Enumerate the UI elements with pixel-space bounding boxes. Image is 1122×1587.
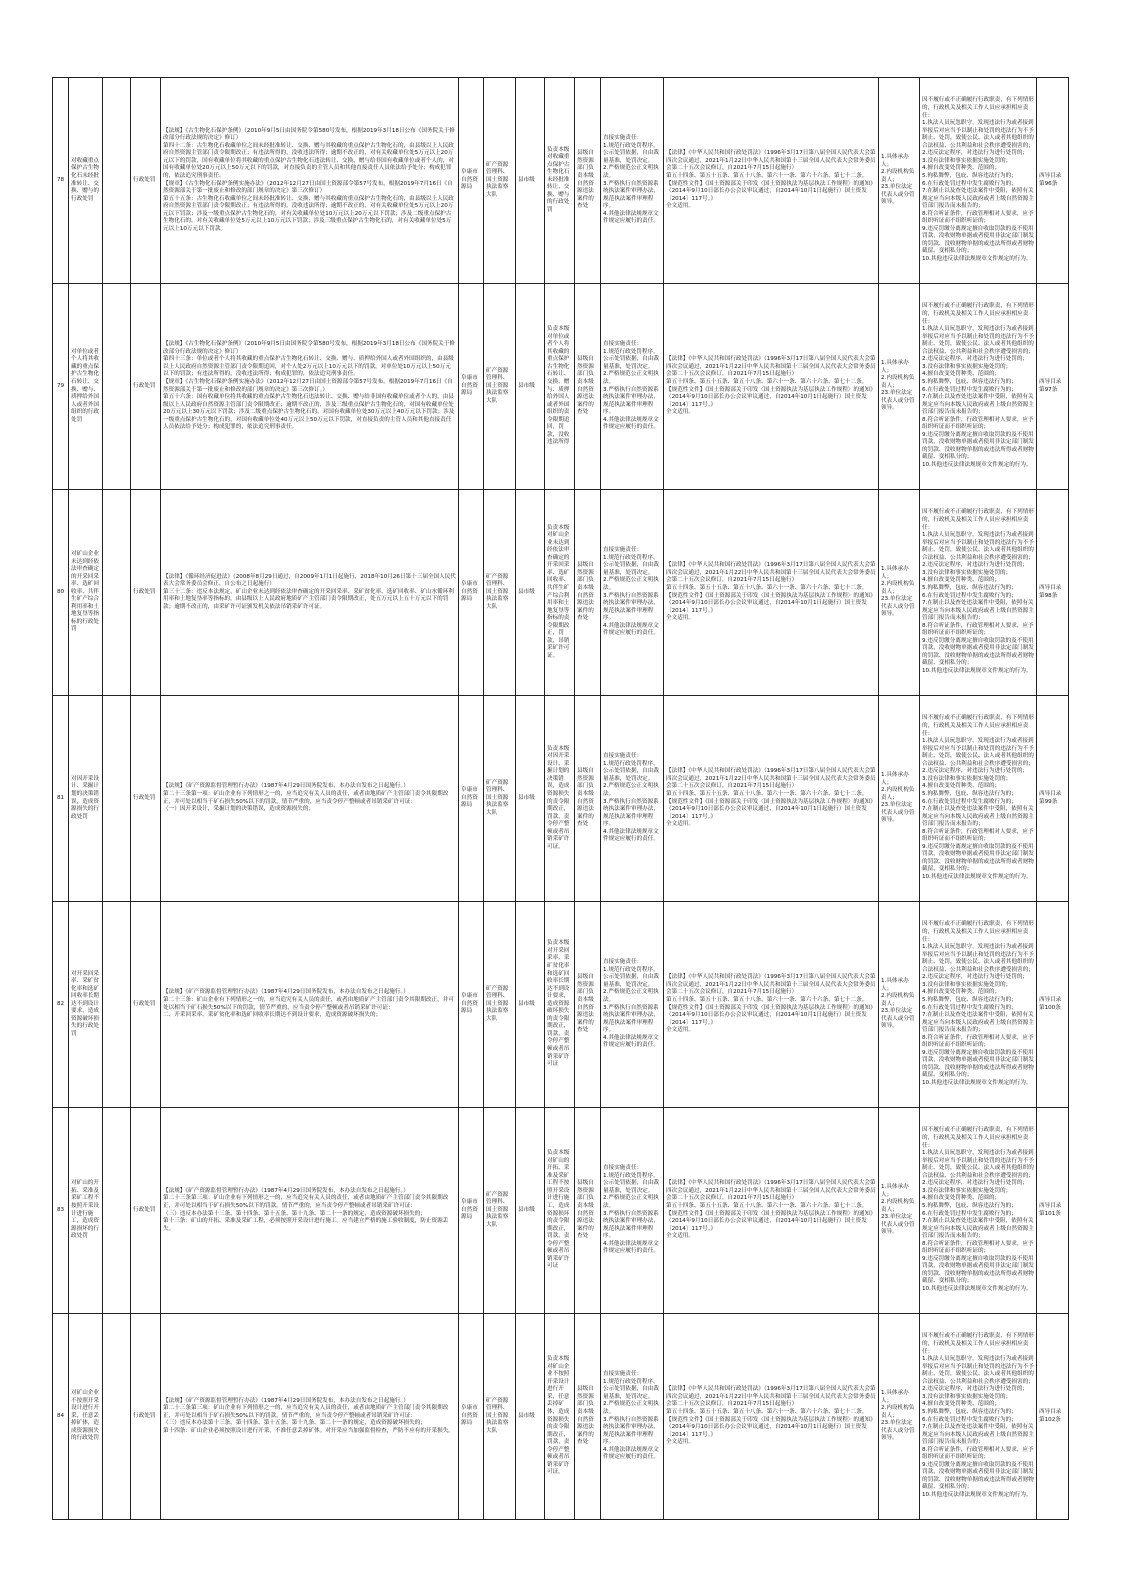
duty-content: 负责本级对因开采设计、采掘计划的决策错误，造成资源损失的责令限期改正，罚款，责令停产整顿或者吊销采矿许可证。 (545, 696, 575, 902)
responsibility-basis: 【法律】《中华人民共和国行政处罚法》（1996年3月17日第八届全国人民代表大会第四次会议通过，2021年1月22日中华人民共和国第十三届全国人民代表大会常务委员会第二十五次会议修订，自2021年7月15日起施行） 第五十四条、第五十五条、第五十八条、第六十一条、第六十六条、第七十二条。 【规范性文件】《国土资源部关于印发〈国土资源执法为基层执法工作规程〉的通知》（2014年9月10日部长办公会议审议通过，自2014年10月1日起施行）国土资发〔2014〕117号。》 全文适用。 (664, 1314, 879, 1520)
accountability-situations: 因不履行或不正确履行行政职责，有下列情形的，行政机关及相关工作人员应承担相应责任： 1.执法人员玩忽职守，发现违法行为或者接到举报后对应当予以制止和处罚的违法行为不予制止、处罚，致使公民、法人或者其他组织的合法权益、公共利益和社会秩序遭受损害的； 2.违反法定程序，对违法行为进行处罚的； 3.没有法律和事实依据实施处罚的； 4.擅自改变处罚种类、范围的； 5.徇私舞弊，包庇、纵容违法行为的； 6.在行政处罚过程中发生腐败行为的； 7.在制止以及查处违法案件中受阻，依照有关规定应当向本级人民政府或者上级自然资源主管部门报告而未报告的； 8.符合听证条件，行政管理相对人要求，应予组织听证而不组织听证的； 9.违反罚缴分离规定擅自收取罚款的及不使用罚款，没收财物单据或者使用非法定部门制发的罚款、没收财物单据的或违法所得或者财物截留、变相私分的； 10.其他违反法律法规规章文件规定的行为。 (920, 696, 1037, 902)
table-row (53, 1108, 1069, 1314)
responsibility-items: 直接实施责任： 1.规范行政处罚程序，公示处罚依据，自由裁量基准，处罚决定。 2.严格规范公正文明执法。 3.严格执行自然资源系统执法案件审理办法，规范执法案件审理程序。 4.其他法律法规规章文件规定应履行的责任。 (601, 1314, 664, 1520)
accountability-situations: 因不履行或不正确履行行政职责，有下列情形的，行政机关及相关工作人员应承担相应责任： 1.执法人员玩忽职守，发现违法行为或者接到举报后对应当予以制止和处罚的违法行为不予制止、处罚，致使公民、法人或者其他组织的合法权益、公共利益和社会秩序遭受损害的； 2.违反法定程序，对违法行为进行处罚的； 3.没有法律和事实依据实施处罚的； 4.擅自改变处罚种类、范围的； 5.徇私舞弊，包庇、纵容违法行为的； 6.在行政处罚过程中发生腐败行为的； 7.在制止以及查处违法案件中受阻，依照有关规定应当向本级人民政府或者上级自然资源主管部门报告而未报告的； 8.符合听证条件，行政管理相对人要求，应予组织听证而不组织听证的； 9.违反罚缴分离规定擅自收取罚款的及不使用罚款，没收财物单据或者使用非法定部门制发的罚款、没收财物单据的或违法所得或者财物截留、变相私分的； 10.其他违反法律法规规章文件规定的行为。 (920, 490, 1037, 696)
sub-item (103, 902, 131, 1108)
responsibility-items: 直接实施责任： 1.规范行政处罚程序，公示处罚依据，自由裁量基准，处罚决定。 2.严格规范公正文明执法。 3.严格执行自然资源系统执法案件审理办法，规范执法案件审理程序。 4.其他法律法规规章文件规定应履行的责任。 (601, 284, 664, 490)
responsible-org: 矿产资源管理科、国土资源执法监察大队 (484, 1108, 516, 1314)
responsibility-basis: 【法律】《中华人民共和国行政处罚法》（1996年3月17日第八届全国人民代表大会第四次会议通过，2021年1月22日中华人民共和国第十三届全国人民代表大会常务委员会第二十五次会议修订，自2021年7月15日起施行） 第五十四条、第五十五条、第五十八条、第六十一条、第六十六条、第七十二条。 【规范性文件】《国土资源部关于印发〈国土资源执法为基层执法工作规程〉的通知》（2014年9月10日部长办公会议审议通过，自2014年10月1日起施行）国土资发〔2014〕117号。》 全文适用。 (664, 1108, 879, 1314)
remark: 西导目录第102条 (1037, 1314, 1069, 1520)
duty-division: 县级自然资源部门负责本级自然资源违法案件的查处 (575, 902, 601, 1108)
table-row (53, 284, 1069, 490)
row-number: 81 (53, 696, 69, 902)
item-name: 对收藏重点保护古生物化石未经批准转让、交换、赠与的行政处罚 (69, 78, 103, 284)
sub-item (103, 78, 131, 284)
item-name: 对因开采设计、采掘计划的决策错误，造成资源损失的行政处罚 (69, 696, 103, 902)
item-name: 对矿山的开拓、采准及采矿工程不按照开采设计进行施工，造成资源损坏的行政处罚 (69, 1108, 103, 1314)
power-type: 行政处罚 (131, 78, 161, 284)
implementing-subject: 阜康市自然资源局 (459, 1314, 484, 1520)
exercise-level: 县市级 (516, 284, 545, 490)
legal-basis: 【法规】《矿产资源监督管理暂行办法》（1987年4月29日国务院发布，本办法自发布之日起施行。） 第二十三条第一项：矿山企业有下列情形之一的，应当追究有关人员的责任，或者由地质矿产主管部门责令其限期改正，并可处以相当于矿石损失50%以下的罚款，情节严重的，应当责令停产整顿或者吊销采矿许可证： （一）因开采设计，采掘计划的决策错误，造成资源损失的； (161, 696, 459, 902)
item-name: 对开采回采率、采矿贫化率和选矿回收率长期达不到设计要求，造成资源破坏损失的行政处罚 (69, 902, 103, 1108)
row-number: 82 (53, 902, 69, 1108)
power-type: 行政处罚 (131, 696, 161, 902)
exercise-level: 县市级 (516, 78, 545, 284)
implementing-subject: 阜康市自然资源局 (459, 490, 484, 696)
table-row (53, 490, 1069, 696)
item-name: 对矿山企业未达到经依法审查确定的开采回采率、选矿回收率、共伴生矿产综合利用率和土地复垦等指标的行政处罚 (69, 490, 103, 696)
responsible-persons: 1.具体承办人； 2.内设机构负责人； 23.单位法定代表人或分管领导。 (879, 490, 920, 696)
responsible-persons: 1.具体承办人； 2.内设机构负责人； 23.单位法定代表人或分管领导。 (879, 1108, 920, 1314)
exercise-level: 县市级 (516, 1108, 545, 1314)
responsible-persons: 1.具体承办人； 2.内设机构负责人； 23.单位法定代表人或分管领导。 (879, 902, 920, 1108)
remark: 西导目录第98条 (1037, 490, 1069, 696)
table-row (53, 696, 1069, 902)
responsible-persons: 1.具体承办人； 2.内设机构负责人； 23.单位法定代表人或分管领导。 (879, 696, 920, 902)
legal-basis: 【法规】《矿产资源监督管理暂行办法》（1987年4月29日国务院发布，本办法自发布之日起施行。） 第二十三条第三项：矿山企业有下列情形之一的，应当追究有关人员的责任，或者由地质矿产主管部门责令其限期改正，并可处以相当于矿石损失50%以下的罚款，情节严重的，应当责令停产整顿或者吊销采矿许可证： （三）违反本办法第十三条、第十四条、第十五条、第十九条、第二十一条的规定，造成资源破坏损失的； 第十三条：矿山的开拓、采准及采矿工程，必须按照开采设计进行施工。应当建立严格的施工验收制度，防止资源丢失。 (161, 1108, 459, 1314)
remark: 西导目录第96条 (1037, 78, 1069, 284)
responsible-org: 矿产资源管理科、国土资源执法监察大队 (484, 78, 516, 284)
responsibility-items: 直接实施责任： 1.规范行政处罚程序，公示处罚依据，自由裁量基准，处罚决定。 2.严格规范公正文明执法。 3.严格执行自然资源系统执法案件审理办法，规范执法案件审理程序。 4.其他法律法规规章文件规定应履行的责任。 (601, 696, 664, 902)
duty-division: 县级自然资源部门负责本级自然资源违法案件的查处 (575, 1314, 601, 1520)
responsible-org: 矿产资源管理科、国土资源执法监察大队 (484, 902, 516, 1108)
responsibility-table (52, 77, 1069, 1520)
row-number: 83 (53, 1108, 69, 1314)
duty-division: 县级自然资源部门负责本级自然资源违法案件的查处 (575, 1108, 601, 1314)
responsibility-items: 直接实施责任： 1.规范行政处罚程序，公示处罚依据，自由裁量基准，处罚决定。 2.严格规范公正文明执法。 3.严格执行自然资源系统执法案件审理办法，规范执法案件审理程序。 4.其他法律法规规章文件规定应履行的责任。 (601, 1108, 664, 1314)
legal-basis: 【法规】《古生物化石保护条例》（2010年9月5日由国务院令第580号发布，根据2019年3月18日公布《国务院关于修改部分行政法规的决定》修订） 第四十二条：古生物化石收藏单位之间未经批准转让、交换、赠与其收藏的重点保护古生物化石的，由县级以上人民政府自然资源主管部门责令限期改正；有违法所得的，没收违法所得；逾期不改正的，对有关收藏单位处5万元以上20万元以下的罚款，国有收藏单位将其收藏的重点保护古生物化石违法转让、交换、赠与给非国有收藏单位或者个人的，对国有收藏单位处20万元以上50万元以下的罚款，对直接负责的主管人员和其他直接责任人员依法给予处分；构成犯罪的，依法追究刑事责任。 【规章】《古生物化石保护条例实施办法》（2012年12月27日由国土资源部令第57号发布，根据2019年7月16日《自然资源部关于第一批废止和修改的部门规章的决定》第三次修订） 第五十五条：古生物化石收藏单位之间未经批准转让、交换、赠与其收藏的重点保护古生物化石的，由县级以上人民政府自然资源主管部门责令限期改正；有违法所得的，没收违法所得；逾期不改正的，对有关收藏单位处5万元以上20万元以下罚款；涉及一级重点保护古生物化石的，对有关收藏单位处10万元以上20万元以下罚款；涉及二级重点保护古生物化石的，对有关收藏单位处5万元以上10万元以下罚款；涉及三级重点保护古生物化石的，对有关收藏单位处5万元以上10万元以下罚款。 (161, 78, 459, 284)
table-row (53, 902, 1069, 1108)
responsibility-basis: 【法律】《中华人民共和国行政处罚法》（1996年3月17日第八届全国人民代表大会第四次会议通过，2021年1月22日中华人民共和国第十三届全国人民代表大会常务委员会第二十五次会议修订，自2021年7月15日起施行） 第五十四条、第五十五条、第五十八条、第六十一条、第六十六条、第七十二条。 【规范性文件】《国土资源部关于印发〈国土资源执法为基层执法工作规程〉的通知》（2014年9月10日部长办公会议审议通过，自2014年10月1日起施行）国土资发〔2014〕117号。》 全文适用。 (664, 78, 879, 284)
sub-item (103, 284, 131, 490)
row-number: 84 (53, 1314, 69, 1520)
accountability-situations: 因不履行或不正确履行行政职责，有下列情形的，行政机关及相关工作人员应承担相应责任： 1.执法人员玩忽职守，发现违法行为或者接到举报后对应当予以制止和处罚的违法行为不予制止、处罚，致使公民、法人或者其他组织的合法权益、公共利益和社会秩序遭受损害的； 2.违反法定程序，对违法行为进行处罚的； 3.没有法律和事实依据实施处罚的； 4.擅自改变处罚种类、范围的； 5.徇私舞弊，包庇、纵容违法行为的； 6.在行政处罚过程中发生腐败行为的； 7.在制止以及查处违法案件中受阻，依照有关规定应当向本级人民政府或者上级自然资源主管部门报告而未报告的； 8.符合听证条件，行政管理相对人要求，应予组织听证而不组织听证的； 9.违反罚缴分离规定擅自收取罚款的及不使用罚款，没收财物单据或者使用非法定部门制发的罚款、没收财物单据的或违法所得或者财物截留、变相私分的； 10.其他违反法律法规规章文件规定的行为。 (920, 1314, 1037, 1520)
legal-basis: 【法规】《矿产资源监督管理暂行办法》（1987年4月29日国务院发布，本办法自发布之日起施行。） 第二十三条：矿山企业有下列情形之一的，应当追究有关人员的责任，或者由地质矿产主管部门责令其限期改正，并可处以相当于矿石损失50%以下的罚款，情节严重的，应当责令停产整顿或者吊销采矿许可证： 二、开采回采率、采矿贫化率和选矿回收率长期达不到设计要求，造成资源破坏损失的； (161, 902, 459, 1108)
responsible-org: 矿产资源管理科、国土资源执法监察大队 (484, 1314, 516, 1520)
responsible-persons: 1.具体承办人； 2.内设机构负责人； 23.单位法定代表人或分管领导。 (879, 78, 920, 284)
power-type: 行政处罚 (131, 490, 161, 696)
item-name: 对单位或者个人将其收藏的重点保护古生物化石转让、交换、赠与、质押给外国人或者外国组织的行政处罚 (69, 284, 103, 490)
exercise-level: 县市级 (516, 696, 545, 902)
remark: 西导目录第100条 (1037, 902, 1069, 1108)
duty-division: 县级自然资源部门负责本级自然资源违法案件的查处 (575, 696, 601, 902)
responsible-org: 矿产资源管理科、国土资源执法监察大队 (484, 284, 516, 490)
responsible-org: 矿产资源管理科、国土资源执法监察大队 (484, 490, 516, 696)
remark: 西导目录第97条 (1037, 284, 1069, 490)
implementing-subject: 阜康市自然资源局 (459, 696, 484, 902)
duty-division: 县级自然资源部门负责本级自然资源违法案件的查处 (575, 490, 601, 696)
power-type: 行政处罚 (131, 1108, 161, 1314)
responsibility-basis: 【法律】《中华人民共和国行政处罚法》（1996年3月17日第八届全国人民代表大会第四次会议通过，2021年1月22日中华人民共和国第十三届全国人民代表大会常务委员会第二十五次会议修订，自2021年7月15日起施行） 第五十四条、第五十五条、第五十八条、第六十一条、第六十六条、第七十二条。 【规范性文件】《国土资源部关于印发〈国土资源执法为基层执法工作规程〉的通知》（2014年9月10日部长办公会议审议通过，自2014年10月1日起施行）国土资发〔2014〕117号。》 全文适用。 (664, 696, 879, 902)
row-number: 78 (53, 78, 69, 284)
duty-division: 县级自然资源部门负责本级自然资源违法案件的查处 (575, 284, 601, 490)
duty-content: 负责本级对开采回采率、采矿贫化率和选矿回收率长期达不到设计要求，造成资源破坏损失的责令限期改正，罚款，责令停产整顿或者吊销采矿许可证 (545, 902, 575, 1108)
duty-content: 负责本级对收藏重点保护古生物化石未经批准转让、交换、赠与的行政处罚 (545, 78, 575, 284)
sub-item (103, 1314, 131, 1520)
exercise-level: 县市级 (516, 902, 545, 1108)
row-number: 80 (53, 490, 69, 696)
responsibility-basis: 【法律】《中华人民共和国行政处罚法》（1996年3月17日第八届全国人民代表大会第四次会议通过，2021年1月22日中华人民共和国第十三届全国人民代表大会常务委员会第二十五次会议修订，自2021年7月15日起施行） 第五十四条、第五十五条、第五十八条、第六十一条、第六十六条、第七十二条。 【规范性文件】《国土资源部关于印发〈国土资源执法为基层执法工作规程〉的通知》（2014年9月10日部长办公会议审议通过，自2014年10月1日起施行）国土资发〔2014〕117号。》 全文适用。 (664, 902, 879, 1108)
responsibility-basis: 【法律】《中华人民共和国行政处罚法》（1996年3月17日第八届全国人民代表大会第四次会议通过，2021年1月22日中华人民共和国第十三届全国人民代表大会常务委员会第二十五次会议修订，自2021年7月15日起施行） 第五十四条、第五十五条、第五十八条、第六十一条、第六十六条、第七十二条。 【规范性文件】《国土资源部关于印发〈国土资源执法为基层执法工作规程〉的通知》（2014年9月10日部长办公会议审议通过，自2014年10月1日起施行）国土资发〔2014〕117号。》 全文适用。 (664, 284, 879, 490)
duty-content: 负责本级对矿山的开拓、采准及采矿工程不按照开采设计进行施工，造成资源损坏的责令限期改正，罚款，责令停产整顿或者吊销采矿许可证 (545, 1108, 575, 1314)
implementing-subject: 阜康市自然资源局 (459, 902, 484, 1108)
responsible-persons: 1.具体承办人； 2.内设机构负责人； 23.单位法定代表人或分管领导。 (879, 284, 920, 490)
power-type: 行政处罚 (131, 284, 161, 490)
responsibility-items: 直接实施责任： 1.规范行政处罚程序，公示处罚依据，自由裁量基准，处罚决定。 2.严格规范公正文明执法。 3.严格执行自然资源系统执法案件审理办法，规范执法案件审理程序。 4.其他法律法规规章文件规定应履行的责任。 (601, 490, 664, 696)
legal-basis: 【法规】《矿产资源监督管理暂行办法》（1987年4月29日国务院发布，本办法自发布之日起施行。） 第二十三条第三项：矿山企业有下列情形之一的，应当追究有关人员的责任，或者由地质矿产主管部门责令其限期改正，并可处以相当于矿石损失50%以下的罚款，情节严重的，应当责令停产整顿或者吊销采矿许可证： （三）违反本办法第十三条、第十四条、第十五条、第十九条、第二十一条的规定，造成资源破坏损失的； 第十四条：矿山企业必须按照设计进行开采，不准任意丢掉矿体。对开采应当加强监督检查，严防不应有的开采损失。 (161, 1314, 459, 1520)
responsible-org: 矿产资源管理科、国土资源执法监察大队 (484, 696, 516, 902)
responsibility-items: 直接实施责任： 1.规范行政处罚程序，公示处罚依据，自由裁量基准，处罚决定。 2.严格规范公正文明执法。 3.严格执行自然资源系统执法案件审理办法，规范执法案件审理程序。 4.其他法律法规规章文件规定应履行的责任。 (601, 78, 664, 284)
item-name: 对矿山企业不按照开采设计进行开采，任意丢掉矿体，造成资源损失的行政处罚 (69, 1314, 103, 1520)
table-row (53, 78, 1069, 284)
responsible-persons: 1.具体承办人； 2.内设机构负责人； 23.单位法定代表人或分管领导。 (879, 1314, 920, 1520)
legal-basis: 【法律】《循环经济促进法》（2008年8月29日通过，自2009年1月1日起施行，2018年10月26日第十三届全国人民代表大会常务委员会修正，自公布之日起施行） 第三十二条：违反本法规定，矿山企业未达到经依法审查确定的开采回采率、采矿贫化率、选矿回收率、矿山水循环利用率和土地复垦率等指标的，由县级以上人民政府地质矿产主管部门责令限期改正，处五万元以上五十万元以下的罚款；逾期不改正的，由采矿许可证颁发机关依法吊销采矿许可证。 (161, 490, 459, 696)
implementing-subject: 阜康市自然资源局 (459, 1108, 484, 1314)
accountability-situations: 因不履行或不正确履行行政职责，有下列情形的，行政机关及相关工作人员应承担相应责任： 1.执法人员玩忽职守，发现违法行为或者接到举报后对应当予以制止和处罚的违法行为不予制止、处罚，致使公民、法人或者其他组织的合法权益、公共利益和社会秩序遭受损害的； 2.违反法定程序，对违法行为进行处罚的； 3.没有法律和事实依据实施处罚的； 4.擅自改变处罚种类、范围的； 5.徇私舞弊，包庇、纵容违法行为的； 6.在行政处罚过程中发生腐败行为的； 7.在制止以及查处违法案件中受阻，依照有关规定应当向本级人民政府或者上级自然资源主管部门报告而未报告的； 8.符合听证条件，行政管理相对人要求，应予组织听证而不组织听证的； 9.违反罚缴分离规定擅自收取罚款的及不使用罚款，没收财物单据或者使用非法定部门制发的罚款、没收财物单据的或违法所得或者财物截留、变相私分的； 10.其他违反法律法规规章文件规定的行为。 (920, 902, 1037, 1108)
power-type: 行政处罚 (131, 902, 161, 1108)
duty-content: 负责本级对单位或者个人将其收藏的重点保护古生物化石转让、交换、赠与、质押给外国人或者外国组织的责令限期追回，罚款，没收违法所得 (545, 284, 575, 490)
exercise-level: 县市级 (516, 1314, 545, 1520)
implementing-subject: 阜康市自然资源局 (459, 284, 484, 490)
duty-content: 负责本级对矿山企业不按照开采设计进行开采，任意丢掉矿体，造成资源损失的责令限期改正，罚款，责令停产整顿或者吊销采矿许可证。 (545, 1314, 575, 1520)
power-type: 行政处罚 (131, 1314, 161, 1520)
remark: 西导目录第101条 (1037, 1108, 1069, 1314)
responsibility-basis: 【法律】《中华人民共和国行政处罚法》（1996年3月17日第八届全国人民代表大会第四次会议通过，2021年1月22日中华人民共和国第十三届全国人民代表大会常务委员会第二十五次会议修订，自2021年7月15日起施行） 第五十四条、第五十五条、第五十八条、第六十一条、第六十六条、第七十二条。 【规范性文件】《国土资源部关于印发〈国土资源执法为基层执法工作规程〉的通知》（2014年9月10日部长办公会议审议通过，自2014年10月1日起施行）国土资发〔2014〕117号。》 全文适用。 (664, 490, 879, 696)
accountability-situations: 因不履行或不正确履行行政职责，有下列情形的，行政机关及相关工作人员应承担相应责任： 1.执法人员玩忽职守，发现违法行为或者接到举报后对应当予以制止和处罚的违法行为不予制止、处罚，致使公民、法人或者其他组织的合法权益、公共利益和社会秩序遭受损害的； 2.违反法定程序，对违法行为进行处罚的； 3.没有法律和事实依据实施处罚的； 4.擅自改变处罚种类、范围的； 5.徇私舞弊，包庇、纵容违法行为的； 6.在行政处罚过程中发生腐败行为的； 7.在制止以及查处违法案件中受阻，依照有关规定应当向本级人民政府或者上级自然资源主管部门报告而未报告的； 8.符合听证条件，行政管理相对人要求，应予组织听证而不组织听证的； 9.违反罚缴分离规定擅自收取罚款的及不使用罚款，没收财物单据或者使用非法定部门制发的罚款、没收财物单据的或违法所得或者财物截留、变相私分的； 10.其他违反法律法规规章文件规定的行为。 (920, 78, 1037, 284)
remark: 西导目录第99条 (1037, 696, 1069, 902)
implementing-subject: 阜康市自然资源局 (459, 78, 484, 284)
legal-basis: 【法规】《古生物化石保护条例》（2010年9月5日由国务院令第580号发布，根据2019年3月18日公布《国务院关于修改部分行政法规的决定》修订） 第四十三条：单位或者个人将其收藏的重点保护古生物化石转让、交换、赠与、质押给外国人或者外国组织的，由县级以上人民政府自然资源主管部门责令限期追回，对个人处2万元以上10万元以下的罚款，对单位处10万元以上50万元以下的罚款；有违法所得的，没收违法所得；构成犯罪的，依法追究刑事责任。 【规章】《古生物化石保护条例实施办法》（2012年12月27日由国土资源部令第57号发布，根据2019年7月16日《自然资源部关于第一批废止和修改的部门规章的决定》第三次修订。） 第五十六条：国有收藏单位将其收藏的重点保护古生物化石违法转让、交换、赠与给非国有收藏单位或者个人的，由县级以上人民政府自然资源主管部门责令限期改正；逾期不改正的，涉及三级重点保护古生物化石的，对国有收藏单位处20万元以上30万元以下罚款；涉及二级重点保护古生物化石的，对国有收藏单位处30万元以上40万元以下罚款；涉及一级重点保护古生物化石的，对国有收藏单位处40万元以上50万元以下罚款，对直接负责的主管人员和其他直接责任人员依法给予处分；构成犯罪的，依法追究刑事责任。 (161, 284, 459, 490)
accountability-situations: 因不履行或不正确履行行政职责，有下列情形的，行政机关及相关工作人员应承担相应责任： 1.执法人员玩忽职守，发现违法行为或者接到举报后对应当予以制止和处罚的违法行为不予制止、处罚，致使公民、法人或者其他组织的合法权益、公共利益和社会秩序遭受损害的； 2.违反法定程序，对违法行为进行处罚的； 3.没有法律和事实依据实施处罚的； 4.擅自改变处罚种类、范围的； 5.徇私舞弊，包庇、纵容违法行为的； 6.在行政处罚过程中发生腐败行为的； 7.在制止以及查处违法案件中受阻，依照有关规定应当向本级人民政府或者上级自然资源主管部门报告而未报告的； 8.符合听证条件，行政管理相对人要求，应予组织听证而不组织听证的； 9.违反罚缴分离规定擅自收取罚款的及不使用罚款，没收财物单据或者使用非法定部门制发的罚款、没收财物单据的或违法所得或者财物截留、变相私分的； 10.其他违反法律法规规章文件规定的行为。 (920, 284, 1037, 490)
duty-content: 负责本级对矿山企业未达到经依法审查确定的开采回采率、选矿回收率、共伴生矿产综合利用率和土地复垦等指标的责令限期改正，罚款，吊销采矿许可证。 (545, 490, 575, 696)
exercise-level: 县市级 (516, 490, 545, 696)
accountability-situations: 因不履行或不正确履行行政职责，有下列情形的，行政机关及相关工作人员应承担相应责任： 1.执法人员玩忽职守，发现违法行为或者接到举报后对应当予以制止和处罚的违法行为不予制止、处罚，致使公民、法人或者其他组织的合法权益、公共利益和社会秩序遭受损害的； 2.违反法定程序，对违法行为进行处罚的； 3.没有法律和事实依据实施处罚的； 4.擅自改变处罚种类、范围的； 5.徇私舞弊，包庇、纵容违法行为的； 6.在行政处罚过程中发生腐败行为的； 7.在制止以及查处违法案件中受阻，依照有关规定应当向本级人民政府或者上级自然资源主管部门报告而未报告的； 8.符合听证条件，行政管理相对人要求，应予组织听证而不组织听证的； 9.违反罚缴分离规定擅自收取罚款的及不使用罚款，没收财物单据或者使用非法定部门制发的罚款、没收财物单据的或违法所得或者财物截留、变相私分的； 10.其他违反法律法规规章文件规定的行为。 (920, 1108, 1037, 1314)
table-row (53, 1314, 1069, 1520)
sub-item (103, 696, 131, 902)
row-number: 79 (53, 284, 69, 490)
duty-division: 县级自然资源部门负责本级自然资源违法案件的查处 (575, 78, 601, 284)
sub-item (103, 490, 131, 696)
responsibility-items: 直接实施责任： 1.规范行政处罚程序，公示处罚依据，自由裁量基准，处罚决定。 2.严格规范公正文明执法。 3.严格执行自然资源系统执法案件审理办法，规范执法案件审理程序。 4.其他法律法规规章文件规定应履行的责任。 (601, 902, 664, 1108)
sub-item (103, 1108, 131, 1314)
